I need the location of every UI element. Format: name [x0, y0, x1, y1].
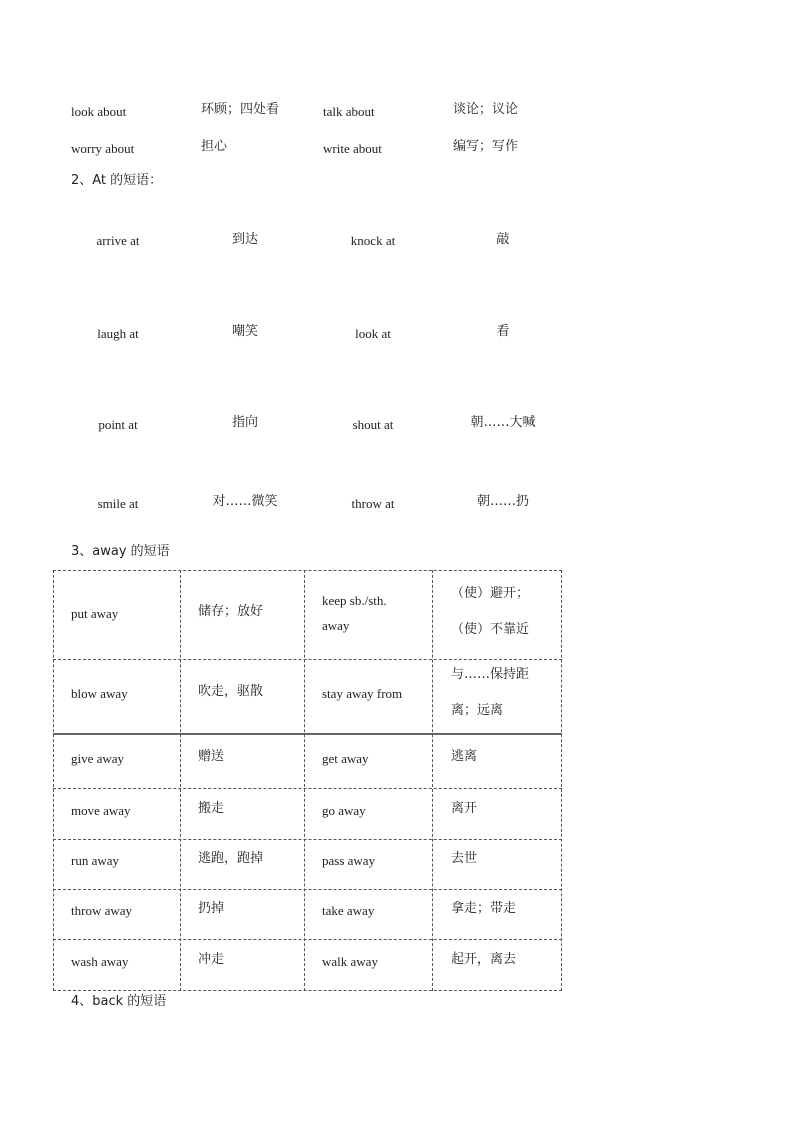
table-cell-cn: 冲走	[198, 952, 225, 967]
table-cell-en: walk away	[322, 954, 378, 969]
phrase-cn: 指向	[231, 415, 259, 430]
table-rule	[53, 570, 54, 991]
phrase-en: look at	[355, 326, 391, 341]
phrase-en: throw at	[351, 496, 395, 511]
table-rule	[53, 788, 562, 789]
table-cell-en: go away	[322, 803, 366, 818]
phrase-en: look about	[71, 104, 127, 119]
phrase-en: worry about	[71, 141, 135, 156]
table-rule	[53, 990, 562, 991]
table-rule	[180, 570, 181, 991]
phrase-cn: 嘲笑	[231, 324, 259, 339]
table-rule	[53, 570, 562, 571]
table-cell-en: blow away	[71, 686, 128, 701]
phrase-cn: 编写；写作	[453, 139, 519, 154]
table-cell-en: away	[322, 618, 350, 633]
phrase-en: laugh at	[97, 326, 139, 341]
table-cell-cn: （使）不靠近	[451, 622, 530, 637]
table-cell-en: take away	[322, 903, 375, 918]
table-cell-cn: 扔掉	[198, 901, 225, 916]
table-cell-cn: 离；远离	[451, 703, 504, 718]
table-cell-cn: 逃离	[451, 749, 478, 764]
section-heading-at: 2、At 的短语：	[71, 173, 163, 188]
table-cell-en: keep sb./sth.	[322, 593, 387, 608]
table-cell-cn: 离开	[451, 801, 478, 816]
phrase-en: knock at	[350, 233, 396, 248]
table-rule	[53, 659, 562, 660]
phrase-en: arrive at	[96, 233, 140, 248]
phrase-en: talk about	[323, 104, 375, 119]
table-rule	[53, 839, 562, 840]
table-cell-en: give away	[71, 751, 125, 766]
table-cell-cn: 起开，离去	[451, 952, 517, 967]
table-cell-en: pass away	[322, 853, 376, 868]
table-cell-en: throw away	[71, 903, 133, 918]
table-rule	[53, 889, 562, 890]
table-cell-cn: 赠送	[198, 749, 225, 764]
table-cell-en: run away	[71, 853, 120, 868]
table-rule	[561, 570, 562, 991]
table-cell-cn: （使）避开；	[451, 586, 530, 601]
table-cell-cn: 与……保持距	[451, 667, 530, 682]
table-cell-cn: 搬走	[198, 801, 225, 816]
table-rule	[53, 733, 562, 735]
table-cell-en: get away	[322, 751, 369, 766]
table-cell-cn: 逃跑，跑掉	[198, 851, 264, 866]
phrase-cn: 朝……扔	[476, 494, 530, 509]
section-heading-back: 4、back 的短语	[71, 994, 167, 1009]
phrase-en: point at	[98, 417, 138, 432]
away-phrase-table	[53, 570, 562, 991]
table-cell-cn: 储存；放好	[198, 604, 264, 619]
table-rule	[432, 570, 433, 991]
table-cell-cn: 吹走，驱散	[198, 684, 264, 699]
phrase-cn: 敲	[496, 232, 510, 247]
table-cell-cn: 拿走；带走	[451, 901, 517, 916]
phrase-cn: 谈论；议论	[453, 102, 519, 117]
phrase-cn: 看	[496, 324, 510, 339]
phrase-en: write about	[323, 141, 382, 156]
table-cell-en: put away	[71, 606, 119, 621]
phrase-cn: 到达	[231, 232, 259, 247]
phrase-cn: 朝……大喊	[470, 415, 536, 430]
table-rule	[53, 939, 562, 940]
table-cell-cn: 去世	[451, 851, 478, 866]
phrase-en: smile at	[97, 496, 139, 511]
phrase-en: shout at	[352, 417, 394, 432]
table-cell-en: move away	[71, 803, 131, 818]
table-cell-en: wash away	[71, 954, 129, 969]
table-cell-en: stay away from	[322, 686, 403, 701]
phrase-cn: 担心	[201, 139, 228, 154]
phrase-cn: 对……微笑	[212, 494, 278, 509]
section-heading-away: 3、away 的短语	[71, 544, 170, 559]
table-rule	[304, 570, 305, 991]
phrase-cn: 环顾；四处看	[201, 102, 280, 117]
